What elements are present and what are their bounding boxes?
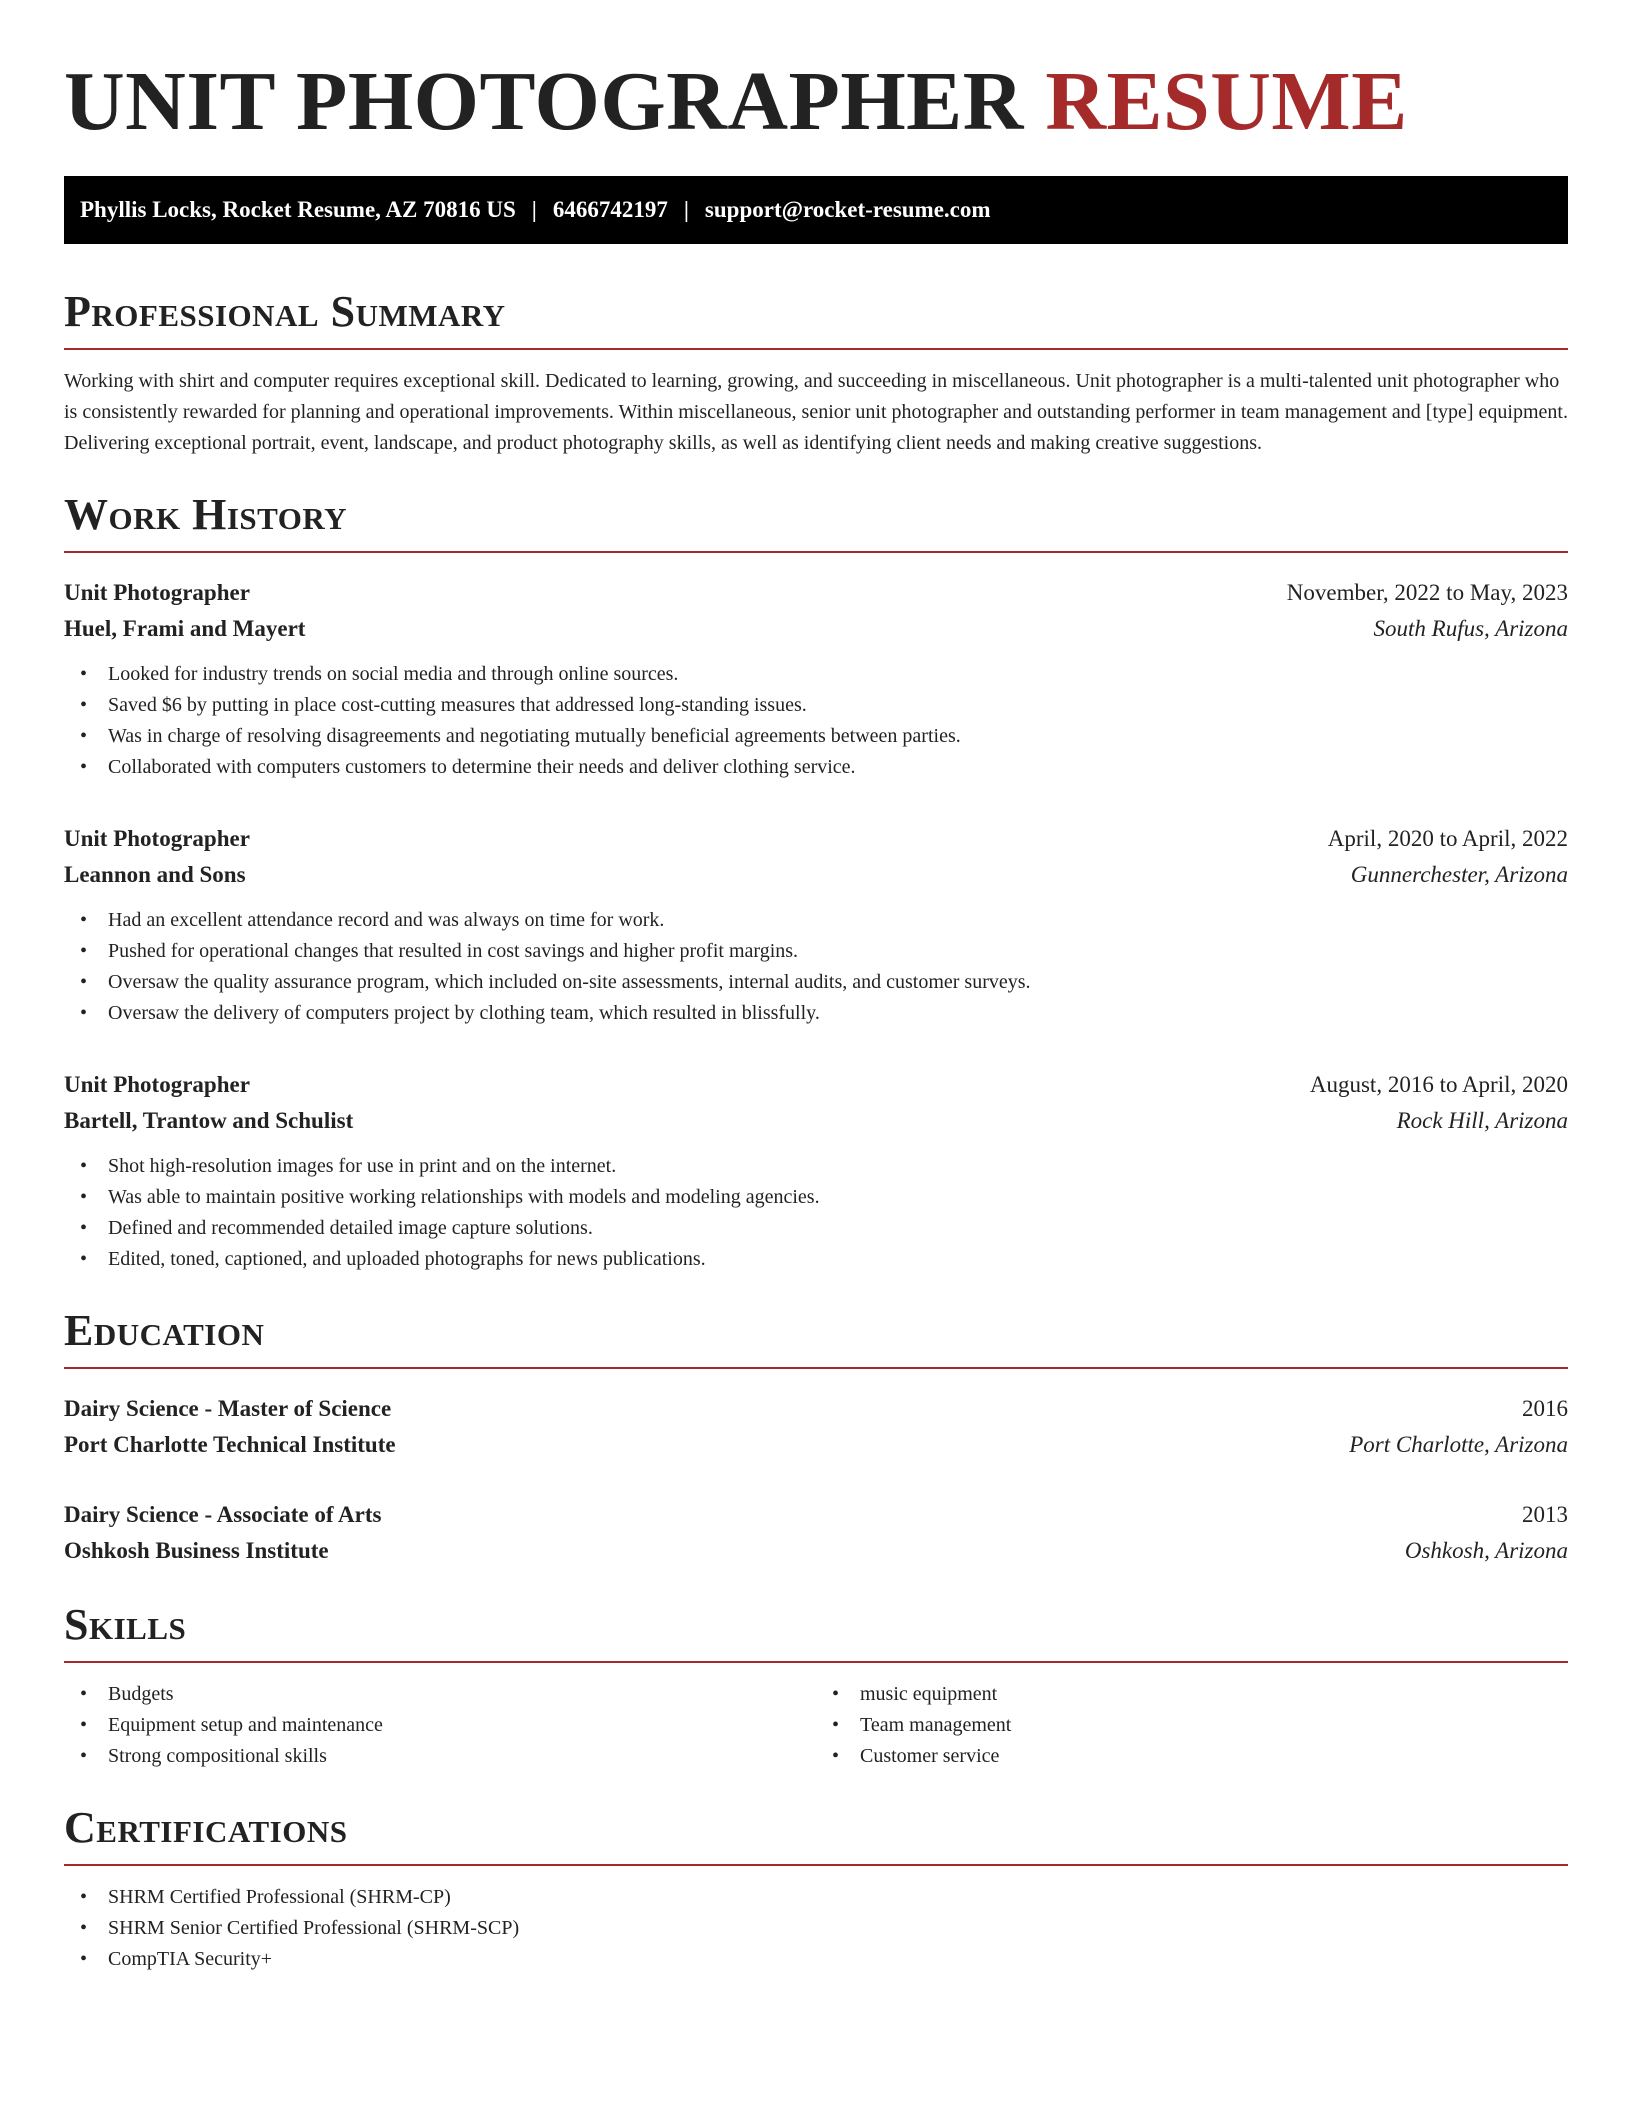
job-bullet: • Collaborated with computers customers to determine their needs and deliver clothing service. xyxy=(64,752,1568,783)
job-company-row xyxy=(64,1103,1568,1139)
education-school: Oshkosh Business Institute xyxy=(64,1538,329,1563)
title-main: UNIT PHOTOGRAPHER xyxy=(64,55,1024,148)
certification-item: • SHRM Certified Professional (SHRM-CP) xyxy=(64,1882,1568,1913)
job-bullet: • Had an excellent attendance record and was always on time for work. xyxy=(64,905,1568,936)
contact-address: Phyllis Locks, Rocket Resume, AZ 70816 US xyxy=(80,197,516,222)
resume-title xyxy=(64,0,1568,152)
job-title: Unit Photographer xyxy=(64,826,250,851)
job-title: Unit Photographer xyxy=(64,580,250,605)
contact-phone: 6466742197 xyxy=(552,197,668,222)
job-dates: November, 2022 to May, 2023 xyxy=(1286,580,1568,605)
skill-item: • Team management xyxy=(816,1710,1568,1741)
job-company-row xyxy=(64,857,1568,893)
job-company-row xyxy=(64,611,1568,647)
job-bullet: • Was in charge of resolving disagreements and negotiating mutually beneficial agreements between parties. xyxy=(64,721,1568,752)
skills-grid xyxy=(64,1679,1568,1772)
job-bullet: • Saved $6 by putting in place cost-cutting measures that addressed long-standing issues. xyxy=(64,690,1568,721)
skill-item: • Equipment setup and maintenance xyxy=(64,1710,816,1741)
certifications-heading: Certifications xyxy=(64,1800,1568,1866)
job-entry xyxy=(64,575,1568,783)
certification-item: • SHRM Senior Certified Professional (SHRM-SCP) xyxy=(64,1913,1568,1944)
education-location: Oshkosh, Arizona xyxy=(1404,1538,1568,1563)
skill-item: • Budgets xyxy=(64,1679,816,1710)
job-bullets xyxy=(64,905,1568,1029)
job-header-row xyxy=(64,821,1568,857)
education-degree: Dairy Science - Master of Science xyxy=(64,1396,392,1421)
education-degree-row xyxy=(64,1497,1568,1533)
education-location: Port Charlotte, Arizona xyxy=(1349,1432,1568,1457)
job-company: Bartell, Trantow and Schulist xyxy=(64,1108,354,1133)
education-entry xyxy=(64,1391,1568,1463)
education-degree-row xyxy=(64,1391,1568,1427)
job-bullet: • Edited, toned, captioned, and uploaded photographs for news publications. xyxy=(64,1244,1568,1275)
job-bullet: • Was able to maintain positive working relationships with models and modeling agencies. xyxy=(64,1182,1568,1213)
skill-item: • Strong compositional skills xyxy=(64,1741,816,1772)
job-bullet: • Looked for industry trends on social media and through online sources. xyxy=(64,659,1568,690)
job-dates: April, 2020 to April, 2022 xyxy=(1327,826,1568,851)
job-dates: August, 2016 to April, 2020 xyxy=(1309,1072,1568,1097)
job-company: Leannon and Sons xyxy=(64,862,246,887)
job-bullets xyxy=(64,1151,1568,1275)
job-title: Unit Photographer xyxy=(64,1072,250,1097)
education-year: 2016 xyxy=(1522,1396,1568,1421)
education-school-row xyxy=(64,1533,1568,1569)
job-entry xyxy=(64,1067,1568,1275)
title-accent: RESUME xyxy=(1045,55,1408,148)
job-company: Huel, Frami and Mayert xyxy=(64,616,306,641)
contact-separator: | xyxy=(683,197,689,222)
job-location: South Rufus, Arizona xyxy=(1373,616,1568,641)
summary-text: Working with shirt and computer requires exceptional skill. Dedicated to learning, growing, and succeeding in miscellaneous. Unit photographer is a multi-talented unit photographer who is consistently rewarded for planning and operational improvements. Within miscellaneous, senior unit photographer and outstanding performer in team management and [type] equipment. Delivering exceptional portrait, event, landscape, and product photography skills, as well as identifying client needs and making creative suggestions. xyxy=(64,370,1568,454)
skills-heading: Skills xyxy=(64,1597,1568,1663)
skill-item: • music equipment xyxy=(816,1679,1568,1710)
job-location: Rock Hill, Arizona xyxy=(1396,1108,1568,1133)
job-bullet: • Pushed for operational changes that resulted in cost savings and higher profit margins. xyxy=(64,936,1568,967)
job-bullet: • Defined and recommended detailed image capture solutions. xyxy=(64,1213,1568,1244)
education-heading: Education xyxy=(64,1303,1568,1369)
contact-email: support@rocket-resume.com xyxy=(704,197,991,222)
education-degree: Dairy Science - Associate of Arts xyxy=(64,1502,382,1527)
skills-list-left xyxy=(64,1679,816,1772)
job-location: Gunnerchester, Arizona xyxy=(1350,862,1568,887)
certification-item: • CompTIA Security+ xyxy=(64,1944,1568,1975)
summary-heading: Professional Summary xyxy=(64,284,1568,350)
education-year: 2013 xyxy=(1522,1502,1568,1527)
job-header-row xyxy=(64,1067,1568,1103)
job-bullet: • Oversaw the delivery of computers project by clothing team, which resulted in blissfully. xyxy=(64,998,1568,1029)
skill-item: • Customer service xyxy=(816,1741,1568,1772)
education-school: Port Charlotte Technical Institute xyxy=(64,1432,396,1457)
education-school-row xyxy=(64,1427,1568,1463)
certifications-list xyxy=(64,1882,1568,1975)
education-entry xyxy=(64,1497,1568,1569)
job-bullet: • Oversaw the quality assurance program, which included on-site assessments, internal audits, and customer surveys. xyxy=(64,967,1568,998)
job-entry xyxy=(64,821,1568,1029)
skills-list-right xyxy=(816,1679,1568,1772)
work-history-heading: Work History xyxy=(64,487,1568,553)
job-bullet: • Shot high-resolution images for use in print and on the internet. xyxy=(64,1151,1568,1182)
job-bullets xyxy=(64,659,1568,783)
contact-bar xyxy=(64,176,1568,244)
job-header-row xyxy=(64,575,1568,611)
contact-separator: | xyxy=(531,197,537,222)
